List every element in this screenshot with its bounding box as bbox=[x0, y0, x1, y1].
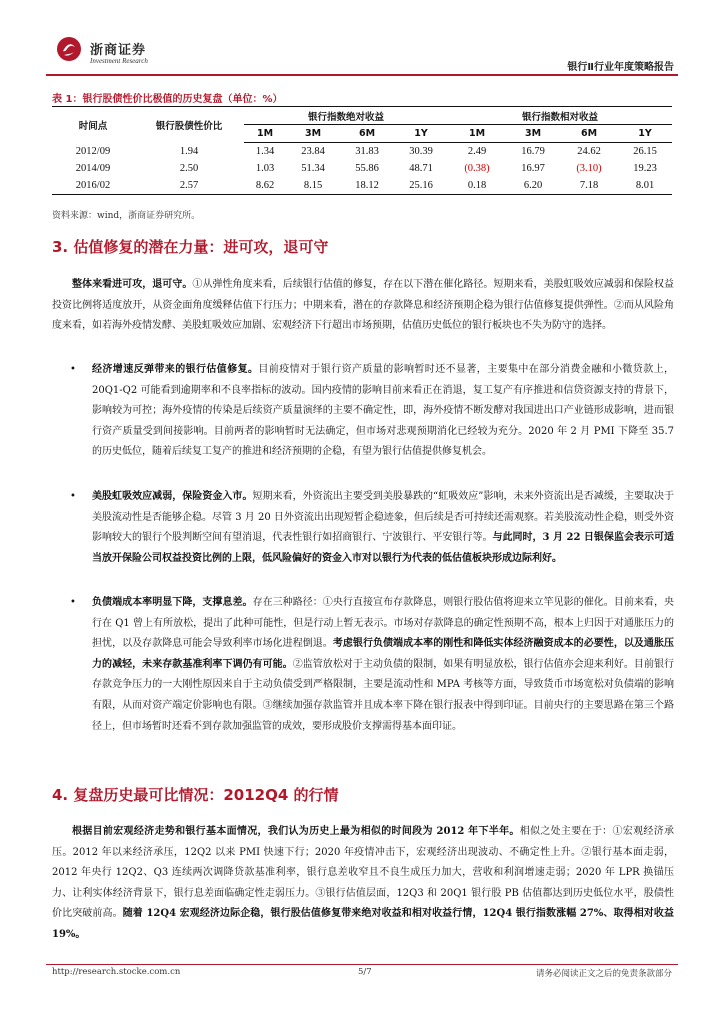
table-cell: 16.97 bbox=[521, 163, 545, 174]
table-cell: 19.23 bbox=[633, 163, 657, 174]
table-cell: 2016/02 bbox=[52, 177, 134, 195]
page-number: 5/7 bbox=[358, 967, 372, 977]
table-cell: 1.03 bbox=[255, 163, 275, 174]
bullet-economy-body: 目前疫情对于银行资产质量的影响暂时还不显著，主要集中在部分消费金融和小微贷款上，20Q1-Q2 可能看到逾期率和不良率指标的波动。国内疫情的影响目前来看正在消退，复工复产有序推进和信贷资源支持的背景下，影响较为可控；海外疫情的传染是后续资产质量演绎的主要不确定性，即，海外疫情不断发酵对我国进出口产业链形成影响，进而银行资产质量受到间接影响。目前两者的影响暂时无法确定，但市场对悲观预期消化已经较为充分。2020 年 2 月 PMI 下降至 35.7 的历史低位，随着后续复工复产的推进和经济预期的企稳，有望为银行估值提供修复机会。 bbox=[92, 364, 675, 458]
bullet-capital-emphasis: 与此同时，3 月 22 日银保监会表示可适当放开保险公司权益投资比例的上限，低风险偏好的资金入市对以银行为代表的低估值板块形成边际利好。 bbox=[92, 532, 675, 564]
table-cell: 6.20 bbox=[506, 177, 560, 195]
table-cell: 26.15 bbox=[633, 146, 657, 157]
bullet-dot-icon: • bbox=[70, 491, 76, 502]
table-cell: 31.83 bbox=[355, 146, 379, 157]
bullet-funding-lead: 负债端成本率明显下降，支撑息差。 bbox=[92, 597, 253, 608]
group-header-relative: 银行指数相对收益 bbox=[448, 107, 672, 125]
bullet-capital-flow bbox=[92, 487, 674, 569]
bullet-funding-cost bbox=[92, 593, 674, 737]
table-cell: 7.18 bbox=[560, 177, 618, 195]
bullet-capital-body: 短期来看，外资流出主要受到美股暴跌的“虹吸效应”影响，未来外资流出是否减缓，主要取决于美股流动性是否能够企稳。尽管 3 月 20 日外资流出出现短暂企稳迹象，但后续是否可持续还需观察。若美股流动性企稳，则受外资影响较大的银行个股判断空间有望消退，代表性银行如招商银行、宁波银行、平安银行等。 bbox=[92, 491, 675, 544]
report-header bbox=[46, 20, 678, 75]
table-cell: 23.84 bbox=[301, 146, 325, 157]
table-cell: 30.39 bbox=[409, 146, 433, 157]
col-header-period: 3M bbox=[506, 125, 560, 143]
table-cell: 8.01 bbox=[618, 177, 672, 195]
bullet-funding-emphasis: 考虑银行负债端成本率的刚性和降低实体经济融资成本的必要性，以及通胀压力的减轻，未来存款基准利率下调仍有可能。 bbox=[92, 638, 675, 670]
bullet-economy bbox=[92, 360, 674, 463]
col-header-period: 1M bbox=[244, 125, 286, 143]
table-cell: 2.50 bbox=[179, 163, 199, 174]
table-cell: 2.49 bbox=[467, 146, 487, 157]
table-cell: 1.94 bbox=[179, 145, 199, 157]
section-heading-3: 3. 估值修复的潜在力量：进可攻，退可守 bbox=[52, 238, 329, 256]
section4-body bbox=[52, 822, 674, 946]
table-cell: 2012/09 bbox=[75, 145, 111, 157]
table-row bbox=[52, 143, 672, 161]
table-cell: 2014/09 bbox=[75, 163, 111, 174]
col-header-period: 1Y bbox=[394, 125, 448, 143]
table-row bbox=[52, 160, 672, 177]
group-header-absolute: 银行指数绝对收益 bbox=[244, 107, 448, 125]
header-divider bbox=[46, 74, 678, 76]
table-cell: 16.79 bbox=[521, 146, 545, 157]
report-title: 银行Ⅱ行业年度策略报告 bbox=[567, 62, 674, 73]
bullet-economy-lead: 经济增速反弹带来的银行估值修复。 bbox=[92, 364, 259, 375]
history-table bbox=[52, 106, 672, 195]
table-cell: 2.57 bbox=[134, 177, 244, 195]
table-cell: 18.12 bbox=[340, 177, 394, 195]
footer-disclaimer: 请务必阅读正文之后的免责条款部分 bbox=[535, 969, 672, 979]
table-cell: 24.62 bbox=[577, 146, 601, 157]
table-cell: 0.18 bbox=[448, 177, 506, 195]
footer-url: http://research.stocke.com.cn bbox=[52, 967, 181, 977]
section4-lead: 根据目前宏观经济走势和银行基本面情况，我们认为历史上最为相似的时间段为 2012 年下半年。 bbox=[72, 826, 520, 837]
bullet-funding-body-1: 存在三种路径：①央行直接宣布存款降息，则银行股估值将迎来立竿见影的催化。目前来看，央行在 Q1 曾上有所放松，提出了此种可能性，但是行动上暂无表示。市场对存款降息的确定性预期不高，根本上归因于对通胀压力的担忧，以及存款降息可能会导致利率市场化进程倒退。 bbox=[92, 597, 675, 650]
table-cell: 1.34 bbox=[255, 146, 275, 157]
col-header-period: 3M bbox=[286, 125, 340, 143]
section3-intro bbox=[52, 275, 674, 337]
table-row bbox=[52, 177, 672, 195]
table-cell: 48.71 bbox=[409, 163, 433, 174]
footer-divider bbox=[46, 964, 678, 965]
bullet-dot-icon: • bbox=[70, 364, 76, 375]
table-cell: 25.16 bbox=[394, 177, 448, 195]
col-header-period: 6M bbox=[340, 125, 394, 143]
col-header-period: 1M bbox=[448, 125, 506, 143]
col-header-ratio: 银行股债性价比 bbox=[134, 107, 244, 143]
table-cell-negative: (0.38) bbox=[464, 163, 490, 174]
col-header-period: 6M bbox=[560, 125, 618, 143]
table-cell: 8.15 bbox=[286, 177, 340, 195]
section4-conclusion: 随着 12Q4 宏观经济边际企稳，银行股估值修复带来绝对收益和相对收益行情，12Q4 银行指数涨幅 27%、取得相对收益 19%。 bbox=[52, 908, 674, 940]
logo-subtitle: Investment Research bbox=[90, 57, 148, 65]
table-cell: 55.86 bbox=[355, 163, 379, 174]
col-header-period: 1Y bbox=[618, 125, 672, 143]
table-caption: 表 1：银行股债性价比极值的历史复盘（单位：%） bbox=[52, 94, 283, 105]
table-cell-negative: (3.10) bbox=[576, 163, 602, 174]
section-heading-4: 4. 复盘历史最可比情况：2012Q4 的行情 bbox=[52, 786, 339, 804]
table-cell: 8.62 bbox=[244, 177, 286, 195]
logo-name: 浙商证券 bbox=[90, 43, 147, 58]
table-cell: 51.34 bbox=[301, 163, 325, 174]
bullet-capital-lead: 美股虹吸效应减弱，保险资金入市。 bbox=[92, 491, 253, 502]
intro-body: ①从弹性角度来看，后续银行估值的修复，存在以下潜在催化路径。短期来看，美股虹吸效应减弱和保险权益投资比例将适度放开，从资金面角度缓释估值下行压力；中期来看，潜在的存款降息和经济预期企稳为银行估值修复提供弹性。②而从风险角度来看，如若海外疫情发酵、美股虹吸效应加剧、宏观经济下行超出市场预期，估值历史低位的银行板块也不失为防守的选择。 bbox=[52, 279, 675, 332]
col-header-time: 时间点 bbox=[52, 107, 134, 143]
company-logo-icon bbox=[56, 36, 82, 62]
bullet-dot-icon: • bbox=[70, 597, 76, 608]
table-source-note: 资料来源：wind，浙商证券研究所。 bbox=[52, 211, 201, 221]
section4-text: 相似之处主要在于：①宏观经济承压。2012 年以来经济承压，12Q2 以来 PMI 快速下行；2020 年疫情冲击下，宏观经济出现波动、不确定性上升。②银行基本面走弱，2012 年央行 12Q2、Q3 连续两次调降贷款基准利率，银行息差收窄且不良生成压力加大，营收和利润增速走弱；2020 年 LPR 换锚压力、让利实体经济背景下，银行息差面临确定性走弱压力。③银行估值层面，12Q3 和 20Q1 银行股 PB 估值都达到历史低位水平，股债性价比突破前高。 bbox=[52, 826, 675, 920]
bullet-funding-body-2: ②监管放松对于主动负债的限制，如果有明显放松，银行估值亦会迎来利好。目前银行存款竞争压力的一大刚性原因来自于主动负债受到严格限制，主要是流动性和 MPA 考核等方面，导致货币市场宽松对负债端的影响有限，从而对资产端定价影响也有限。③继续加强存款监管并且成本率下降在银行报表中得到印证。目前央行的主要思路在第三个路径上，但市场暂时还看不到存款加强监管的成效，要形成股价支撑需得基本面印证。 bbox=[92, 658, 675, 732]
intro-lead: 整体来看进可攻，退可守。 bbox=[72, 279, 193, 290]
